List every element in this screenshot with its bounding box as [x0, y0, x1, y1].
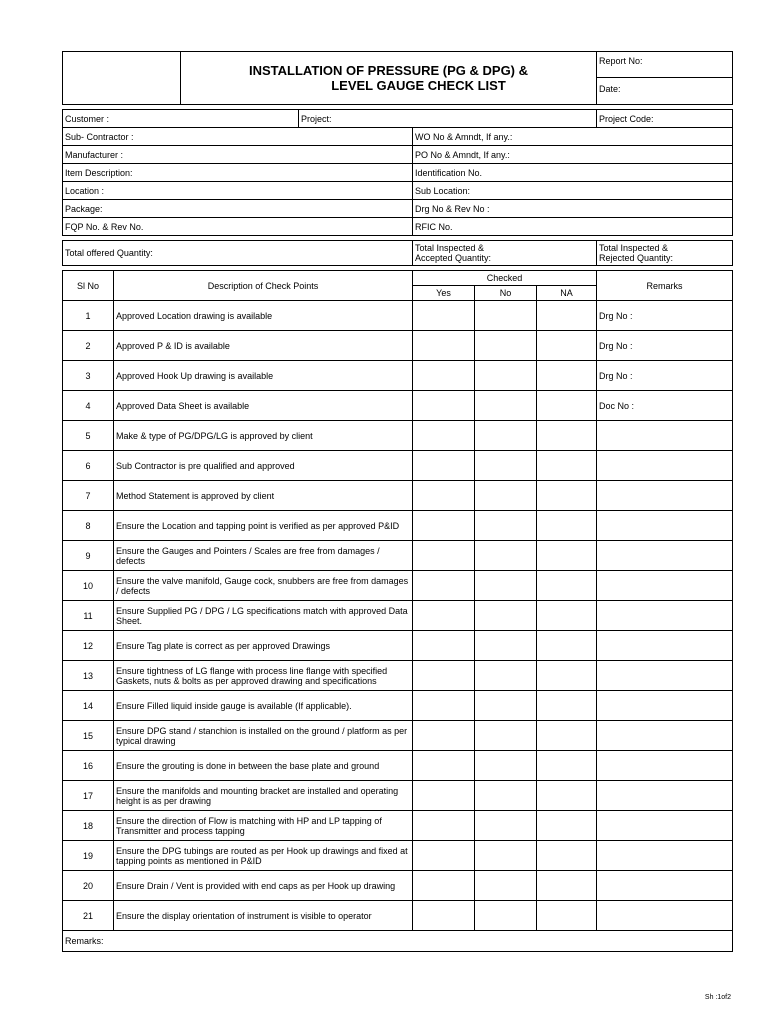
checkpoint-number: 16	[63, 751, 114, 781]
check-yes-cell[interactable]	[413, 601, 475, 631]
checkpoint-remark[interactable]	[597, 661, 733, 691]
checkpoint-remark[interactable]: Drg No :	[597, 301, 733, 331]
checkpoint-number: 1	[63, 301, 114, 331]
sub-contractor-field[interactable]: Sub- Contractor :	[63, 128, 413, 146]
col-no: No	[475, 286, 537, 301]
check-na-cell[interactable]	[537, 841, 597, 871]
check-no-cell[interactable]	[475, 451, 537, 481]
po-no-field[interactable]: PO No & Amndt, If any.:	[413, 146, 733, 164]
check-yes-cell[interactable]	[413, 391, 475, 421]
check-yes-cell[interactable]	[413, 871, 475, 901]
check-na-cell[interactable]	[537, 391, 597, 421]
checkpoint-remark[interactable]	[597, 781, 733, 811]
checkpoint-number: 9	[63, 541, 114, 571]
checkpoint-number: 2	[63, 331, 114, 361]
checkpoint-description: Approved Hook Up drawing is available	[114, 361, 413, 391]
checkpoint-number: 13	[63, 661, 114, 691]
check-yes-cell[interactable]	[413, 541, 475, 571]
check-no-cell[interactable]	[475, 751, 537, 781]
checkpoint-row	[63, 901, 733, 931]
check-no-cell[interactable]	[475, 571, 537, 601]
checkpoint-number: 11	[63, 601, 114, 631]
checkpoint-number: 10	[63, 571, 114, 601]
checkpoint-remark[interactable]	[597, 751, 733, 781]
checkpoint-row	[63, 331, 733, 361]
check-na-cell[interactable]	[537, 361, 597, 391]
checkpoint-row	[63, 541, 733, 571]
checkpoint-remark[interactable]	[597, 481, 733, 511]
check-na-cell[interactable]	[537, 331, 597, 361]
checkpoint-description: Ensure Drain / Vent is provided with end caps as per Hook up drawing	[114, 871, 413, 901]
checkpoint-row	[63, 511, 733, 541]
check-no-cell[interactable]	[475, 481, 537, 511]
checkpoint-number: 18	[63, 811, 114, 841]
checkpoint-remark[interactable]	[597, 691, 733, 721]
checkpoints-table	[62, 270, 733, 952]
check-no-cell[interactable]	[475, 841, 537, 871]
check-no-cell[interactable]	[475, 631, 537, 661]
check-no-cell[interactable]	[475, 391, 537, 421]
check-na-cell[interactable]	[537, 511, 597, 541]
drg-no-field[interactable]: Drg No & Rev No :	[413, 200, 733, 218]
checkpoint-row	[63, 421, 733, 451]
checkpoint-remark[interactable]	[597, 841, 733, 871]
checkpoint-row	[63, 601, 733, 631]
report-info	[597, 52, 733, 105]
check-no-cell[interactable]	[475, 421, 537, 451]
logo-area	[63, 52, 181, 105]
checkpoint-row	[63, 661, 733, 691]
checkpoint-row	[63, 391, 733, 421]
check-na-cell[interactable]	[537, 691, 597, 721]
checkpoint-description: Ensure DPG stand / stanchion is installed on the ground / platform as per typical drawing	[114, 721, 413, 751]
col-description: Description of Check Points	[114, 271, 413, 301]
checkpoint-row	[63, 301, 733, 331]
check-na-cell[interactable]	[537, 541, 597, 571]
checkpoint-number: 17	[63, 781, 114, 811]
checkpoint-number: 6	[63, 451, 114, 481]
check-na-cell[interactable]	[537, 751, 597, 781]
checkpoint-remark[interactable]	[597, 901, 733, 931]
checkpoint-description: Ensure the Gauges and Pointers / Scales are free from damages / defects	[114, 541, 413, 571]
check-no-cell[interactable]	[475, 661, 537, 691]
identification-no-field[interactable]: Identification No.	[413, 164, 733, 182]
check-yes-cell[interactable]	[413, 901, 475, 931]
check-no-cell[interactable]	[475, 811, 537, 841]
checklist-sheet	[62, 51, 732, 952]
check-no-cell[interactable]	[475, 871, 537, 901]
col-yes: Yes	[413, 286, 475, 301]
checkpoint-description: Make & type of PG/DPG/LG is approved by client	[114, 421, 413, 451]
checkpoint-number: 15	[63, 721, 114, 751]
checkpoint-description: Ensure the grouting is done in between the base plate and ground	[114, 751, 413, 781]
check-yes-cell[interactable]	[413, 571, 475, 601]
date-label: Date:	[599, 84, 621, 94]
manufacturer-field[interactable]: Manufacturer :	[63, 146, 413, 164]
checkpoint-remark[interactable]	[597, 811, 733, 841]
checkpoint-remark[interactable]	[597, 721, 733, 751]
checkpoint-number: 4	[63, 391, 114, 421]
col-na: NA	[537, 286, 597, 301]
check-no-cell[interactable]	[475, 301, 537, 331]
checkpoint-remark[interactable]	[597, 601, 733, 631]
checkpoint-description: Ensure the Location and tapping point is verified as per approved P&ID	[114, 511, 413, 541]
check-yes-cell[interactable]	[413, 691, 475, 721]
check-yes-cell[interactable]	[413, 331, 475, 361]
checkpoint-row	[63, 751, 733, 781]
check-na-cell[interactable]	[537, 781, 597, 811]
checkpoint-description: Ensure Tag plate is correct as per approved Drawings	[114, 631, 413, 661]
total-rejected-field[interactable]: Total Inspected & Rejected Quantity:	[597, 241, 733, 266]
check-no-cell[interactable]	[475, 901, 537, 931]
checkpoint-description: Ensure the direction of Flow is matching with HP and LP tapping of Transmitter and process tapping	[114, 811, 413, 841]
check-no-cell[interactable]	[475, 601, 537, 631]
header-table	[62, 51, 733, 105]
col-sl-no: Sl No	[63, 271, 114, 301]
customer-field[interactable]: Customer :	[63, 110, 299, 128]
checkpoint-remark[interactable]	[597, 631, 733, 661]
check-na-cell[interactable]	[537, 721, 597, 751]
checkpoint-description: Ensure the manifolds and mounting bracket are installed and operating height is as per drawing	[114, 781, 413, 811]
check-yes-cell[interactable]	[413, 361, 475, 391]
check-yes-cell[interactable]	[413, 511, 475, 541]
checkpoint-description: Ensure Filled liquid inside gauge is available (If applicable).	[114, 691, 413, 721]
total-accepted-field[interactable]: Total Inspected & Accepted Quantity:	[413, 241, 597, 266]
check-yes-cell[interactable]	[413, 781, 475, 811]
checkpoint-number: 3	[63, 361, 114, 391]
checkpoint-number: 14	[63, 691, 114, 721]
check-na-cell[interactable]	[537, 901, 597, 931]
item-description-field[interactable]: Item Description:	[63, 164, 413, 182]
check-na-cell[interactable]	[537, 601, 597, 631]
checkpoint-description: Ensure Supplied PG / DPG / LG specifications match with approved Data Sheet.	[114, 601, 413, 631]
check-na-cell[interactable]	[537, 571, 597, 601]
location-field[interactable]: Location :	[63, 182, 413, 200]
col-checked: Checked	[413, 271, 597, 286]
check-no-cell[interactable]	[475, 511, 537, 541]
check-na-cell[interactable]	[537, 301, 597, 331]
project-code-field[interactable]: Project Code:	[597, 110, 733, 128]
checkpoint-number: 20	[63, 871, 114, 901]
package-field[interactable]: Package:	[63, 200, 413, 218]
checkpoint-number: 12	[63, 631, 114, 661]
check-yes-cell[interactable]	[413, 841, 475, 871]
checkpoint-remark[interactable]	[597, 451, 733, 481]
checkpoint-row	[63, 871, 733, 901]
fqp-no-field[interactable]: FQP No. & Rev No.	[63, 218, 413, 236]
check-yes-cell[interactable]	[413, 421, 475, 451]
check-yes-cell[interactable]	[413, 721, 475, 751]
check-yes-cell[interactable]	[413, 301, 475, 331]
checkpoint-description: Ensure the display orientation of instrument is visible to operator	[114, 901, 413, 931]
check-no-cell[interactable]	[475, 691, 537, 721]
check-na-cell[interactable]	[537, 481, 597, 511]
checkpoint-remark[interactable]: Drg No :	[597, 331, 733, 361]
checkpoint-row	[63, 811, 733, 841]
checkpoint-row	[63, 781, 733, 811]
checkpoint-number: 8	[63, 511, 114, 541]
check-na-cell[interactable]	[537, 631, 597, 661]
checkpoints-body	[63, 301, 733, 931]
checkpoint-remark[interactable]	[597, 871, 733, 901]
checkpoint-row	[63, 451, 733, 481]
check-na-cell[interactable]	[537, 871, 597, 901]
remarks-field[interactable]: Remarks:	[63, 931, 733, 952]
checkpoint-remark[interactable]	[597, 571, 733, 601]
check-yes-cell[interactable]	[413, 481, 475, 511]
info-table	[62, 109, 733, 236]
checkpoint-description: Approved P & ID is available	[114, 331, 413, 361]
wo-no-field[interactable]: WO No & Amndt, If any.:	[413, 128, 733, 146]
document-title: INSTALLATION OF PRESSURE (PG & DPG) & LEVEL GAUGE CHECK LIST	[181, 52, 597, 105]
checkpoint-description: Sub Contractor is pre qualified and approved	[114, 451, 413, 481]
checkpoint-number: 19	[63, 841, 114, 871]
total-offered-field[interactable]: Total offered Quantity:	[63, 241, 413, 266]
checkpoint-row	[63, 721, 733, 751]
checkpoint-row	[63, 841, 733, 871]
checkpoint-remark[interactable]: Drg No :	[597, 361, 733, 391]
checkpoint-description: Approved Location drawing is available	[114, 301, 413, 331]
checkpoint-description: Method Statement is approved by client	[114, 481, 413, 511]
check-na-cell[interactable]	[537, 661, 597, 691]
checkpoint-row	[63, 571, 733, 601]
col-remarks: Remarks	[597, 271, 733, 301]
check-yes-cell[interactable]	[413, 811, 475, 841]
check-no-cell[interactable]	[475, 361, 537, 391]
sub-location-field[interactable]: Sub Location:	[413, 182, 733, 200]
check-no-cell[interactable]	[475, 781, 537, 811]
checkpoint-number: 21	[63, 901, 114, 931]
check-yes-cell[interactable]	[413, 661, 475, 691]
checkpoint-description: Ensure tightness of LG flange with process line flange with specified Gaskets, nuts & bolts as per approved drawing and specifications	[114, 661, 413, 691]
checkpoint-description: Approved Data Sheet is available	[114, 391, 413, 421]
check-no-cell[interactable]	[475, 331, 537, 361]
checkpoint-row	[63, 691, 733, 721]
checkpoint-description: Ensure the valve manifold, Gauge cock, snubbers are free from damages / defects	[114, 571, 413, 601]
check-yes-cell[interactable]	[413, 631, 475, 661]
project-field[interactable]: Project:	[299, 110, 597, 128]
check-yes-cell[interactable]	[413, 751, 475, 781]
checkpoint-remark[interactable]: Doc No :	[597, 391, 733, 421]
report-no-label: Report No:	[597, 52, 732, 78]
checkpoint-number: 5	[63, 421, 114, 451]
check-na-cell[interactable]	[537, 811, 597, 841]
check-no-cell[interactable]	[475, 541, 537, 571]
checkpoint-remark[interactable]	[597, 511, 733, 541]
checkpoint-row	[63, 631, 733, 661]
check-na-cell[interactable]	[537, 451, 597, 481]
check-na-cell[interactable]	[537, 421, 597, 451]
checkpoint-row	[63, 361, 733, 391]
check-yes-cell[interactable]	[413, 451, 475, 481]
checkpoint-description: Ensure the DPG tubings are routed as per Hook up drawings and fixed at tapping points as mentioned in P&ID	[114, 841, 413, 871]
checkpoint-remark[interactable]	[597, 421, 733, 451]
sheet-number: Sh :1of2	[704, 994, 731, 1001]
rfic-no-field[interactable]: RFIC No.	[413, 218, 733, 236]
checkpoint-remark[interactable]	[597, 541, 733, 571]
quantity-table	[62, 240, 733, 266]
checkpoint-row	[63, 481, 733, 511]
check-no-cell[interactable]	[475, 721, 537, 751]
checkpoint-number: 7	[63, 481, 114, 511]
